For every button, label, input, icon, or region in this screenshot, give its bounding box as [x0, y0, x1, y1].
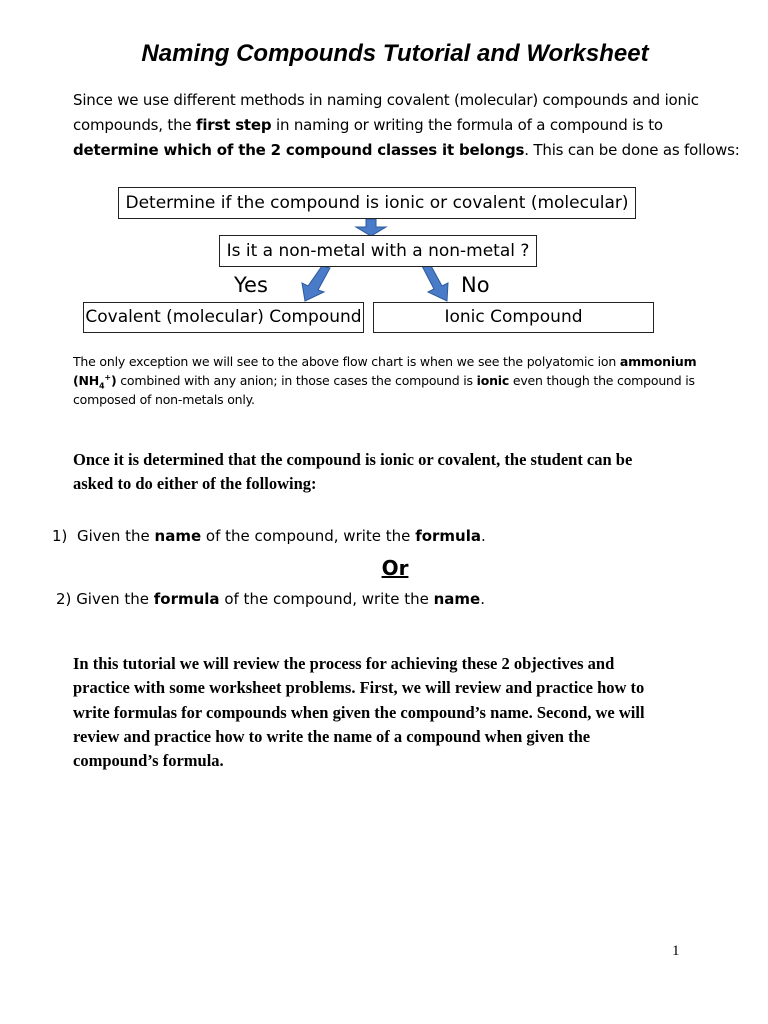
exception-line: composed of non-metals only.: [73, 392, 255, 407]
intro-bold-first-step: first step: [196, 116, 272, 134]
list-item-text: Given the: [76, 590, 154, 608]
flowchart-covalent-box: Covalent (molecular) Compound: [83, 302, 364, 333]
determination-line: Once it is determined that the compound is ionic or covalent, the student can be: [73, 450, 633, 469]
flowchart-no-label: No: [461, 273, 490, 297]
list-item: [52, 527, 486, 545]
tutorial-paragraph: [73, 652, 713, 773]
exception-text: even though the compound is: [509, 373, 695, 388]
determination-paragraph: [73, 448, 713, 497]
no-arrow-icon: [422, 264, 448, 301]
list-item-text: .: [481, 527, 486, 545]
list-item-text: .: [480, 590, 486, 608]
tutorial-line: In this tutorial we will review the process for achieving these 2 objectives and: [73, 654, 615, 673]
flowchart-ionic-box: Ionic Compound: [373, 302, 654, 333]
flowchart-determine-box: Determine if the compound is ionic or covalent (molecular): [118, 187, 636, 219]
exception-bold-ionic: ionic: [476, 373, 510, 388]
intro-text: in naming or writing the formula of a compound is to: [271, 116, 663, 134]
down-arrow-icon: [356, 219, 386, 236]
tutorial-line: compound’s formula.: [73, 751, 224, 771]
list-item: [56, 590, 485, 608]
page-title: Naming Compounds Tutorial and Worksheet: [141, 40, 649, 67]
intro-text: compounds, the: [73, 116, 197, 134]
tutorial-line: review and practice how to write the name of a compound when given the: [73, 726, 591, 746]
intro-line: [73, 113, 703, 138]
list-item-bold: formula: [153, 590, 220, 608]
list-item-text: of the compound, write the: [201, 527, 416, 545]
ammonium-formula: [73, 372, 117, 391]
page-number: 1: [672, 943, 680, 959]
exception-note: [73, 352, 713, 409]
intro-paragraph: [73, 88, 740, 163]
intro-text: . This can be done as follows:: [524, 141, 740, 159]
exception-bold-ammonium: ammonium: [619, 354, 697, 369]
intro-line: Since we use different methods in naming covalent (molecular) compounds and ionic: [73, 91, 699, 109]
intro-line: [73, 138, 740, 163]
list-item-bold: name: [433, 590, 481, 608]
formula-part: (NH: [73, 373, 100, 388]
list-item-number: 1): [52, 527, 68, 545]
tutorial-line: write formulas for compounds when given the compound’s name. Second, we will: [73, 702, 645, 722]
flowchart-question-box: Is it a non-metal with a non-metal ?: [219, 235, 537, 267]
formula-subscript: 4: [99, 381, 105, 391]
list-item-bold: name: [154, 527, 202, 545]
exception-line: [73, 371, 713, 390]
tutorial-line: practice with some worksheet problems. First, we will review and practice how to: [73, 678, 645, 698]
determination-line: asked to do either of the following:: [73, 474, 317, 494]
exception-text: combined with any anion; in those cases the compound is: [116, 373, 477, 388]
list-item-text: Given the: [76, 527, 155, 545]
intro-bold-determine: determine which of the 2 compound classes it belongs: [73, 141, 525, 159]
exception-line: [73, 352, 713, 371]
list-item-text: of the compound, write the: [219, 590, 434, 608]
list-item-number: 2): [56, 590, 72, 608]
flowchart-yes-label: Yes: [234, 273, 268, 297]
or-divider: Or: [381, 556, 409, 580]
formula-part: ): [110, 373, 117, 388]
exception-text: The only exception we will see to the above flow chart is when we see the polyatomic ion: [73, 354, 620, 369]
list-item-bold: formula: [415, 527, 481, 545]
formula-superscript: +: [104, 372, 111, 382]
yes-arrow-icon: [302, 266, 330, 301]
